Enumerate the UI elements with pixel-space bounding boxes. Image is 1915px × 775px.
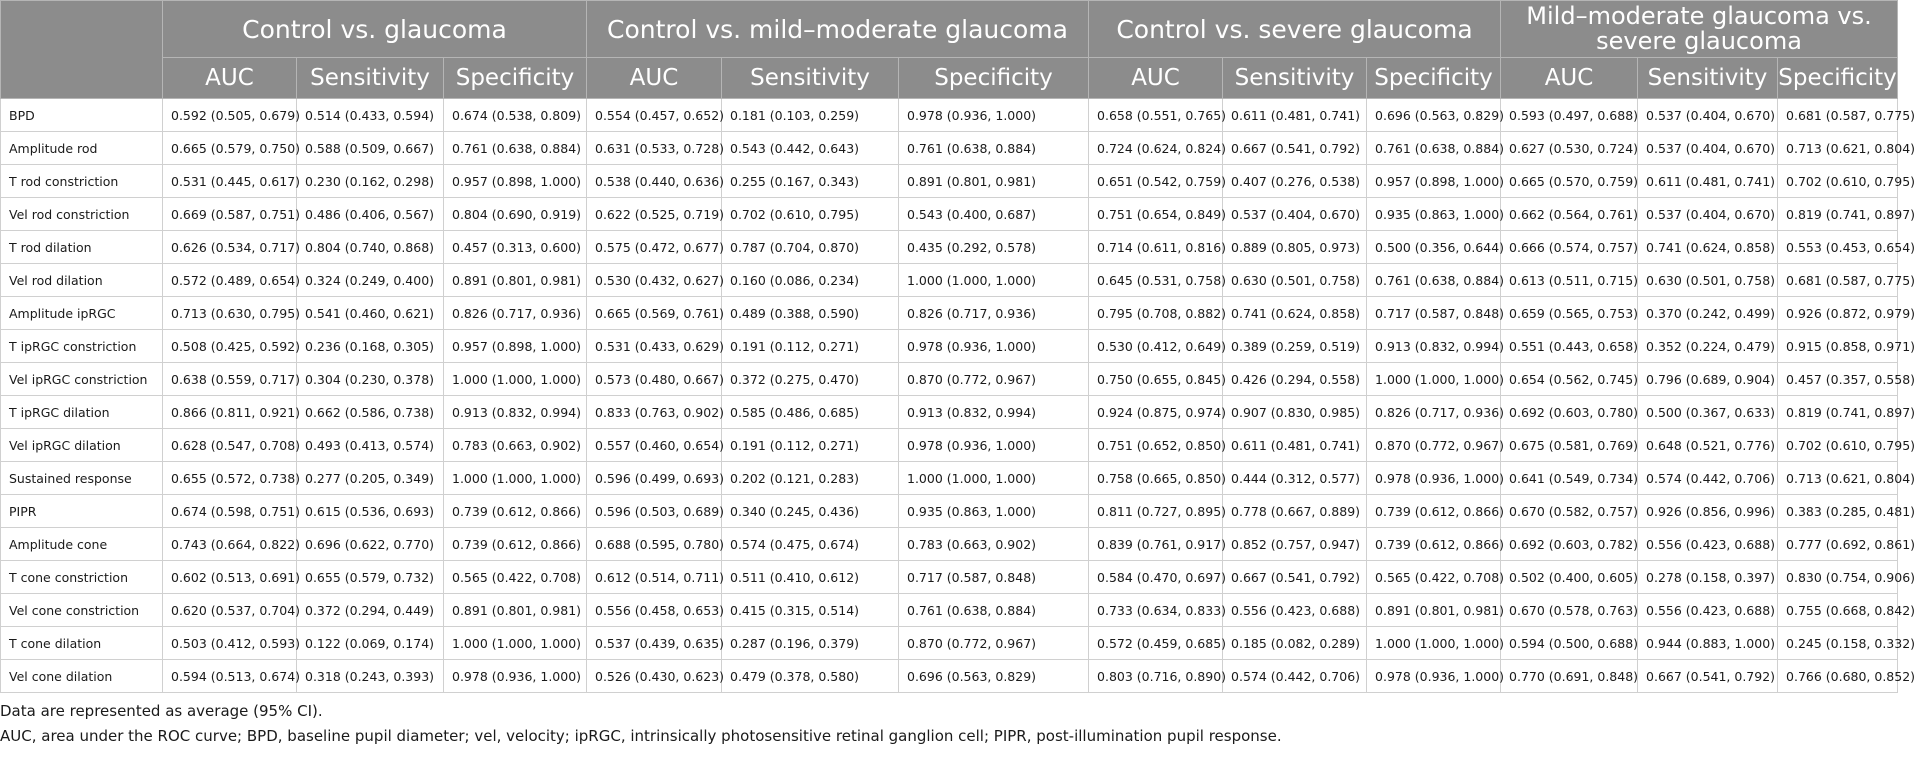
- row-label: Amplitude cone: [1, 528, 163, 561]
- table-cell: 0.574 (0.442, 0.706): [1638, 462, 1778, 495]
- table-cell: 0.611 (0.481, 0.741): [1223, 99, 1367, 132]
- table-cell: 0.537 (0.439, 0.635): [587, 627, 722, 660]
- subheader-auc: AUC: [1501, 58, 1638, 99]
- table-cell: 0.538 (0.440, 0.636): [587, 165, 722, 198]
- subheader-sensitivity: Sensitivity: [722, 58, 899, 99]
- row-label: T rod dilation: [1, 231, 163, 264]
- table-cell: 0.667 (0.541, 0.792): [1223, 132, 1367, 165]
- table-cell: 0.352 (0.224, 0.479): [1638, 330, 1778, 363]
- table-cell: 0.870 (0.772, 0.967): [1367, 429, 1501, 462]
- table-cell: 0.866 (0.811, 0.921): [163, 396, 297, 429]
- table-footnotes: [0, 693, 1897, 749]
- row-label: T cone constriction: [1, 561, 163, 594]
- table-cell: 0.783 (0.663, 0.902): [444, 429, 587, 462]
- table-cell: 0.630 (0.501, 0.758): [1223, 264, 1367, 297]
- table-cell: 0.924 (0.875, 0.974): [1089, 396, 1223, 429]
- table-cell: 0.891 (0.801, 0.981): [444, 264, 587, 297]
- table-cell: 0.553 (0.453, 0.654): [1778, 231, 1898, 264]
- table-cell: 0.702 (0.610, 0.795): [1778, 165, 1898, 198]
- table-cell: 0.717 (0.587, 0.848): [899, 561, 1089, 594]
- table-cell: 0.670 (0.582, 0.757): [1501, 495, 1638, 528]
- table-cell: 0.584 (0.470, 0.697): [1089, 561, 1223, 594]
- table-cell: 0.486 (0.406, 0.567): [297, 198, 444, 231]
- table-row: [1, 462, 1898, 495]
- table-cell: 0.692 (0.603, 0.782): [1501, 528, 1638, 561]
- row-label: Vel rod constriction: [1, 198, 163, 231]
- table-cell: 0.889 (0.805, 0.973): [1223, 231, 1367, 264]
- subheader-sensitivity: Sensitivity: [1223, 58, 1367, 99]
- table-cell: 0.978 (0.936, 1.000): [899, 99, 1089, 132]
- table-row: [1, 330, 1898, 363]
- table-row: [1, 627, 1898, 660]
- table-cell: 0.511 (0.410, 0.612): [722, 561, 899, 594]
- table-cell: 0.594 (0.500, 0.688): [1501, 627, 1638, 660]
- table-cell: 0.739 (0.612, 0.866): [444, 495, 587, 528]
- row-label: Amplitude ipRGC: [1, 297, 163, 330]
- table-cell: 0.739 (0.612, 0.866): [1367, 528, 1501, 561]
- table-cell: 0.739 (0.612, 0.866): [1367, 495, 1501, 528]
- table-cell: 0.565 (0.422, 0.708): [1367, 561, 1501, 594]
- table-cell: 0.830 (0.754, 0.906): [1778, 561, 1898, 594]
- table-cell: 0.665 (0.569, 0.761): [587, 297, 722, 330]
- table-cell: 0.556 (0.423, 0.688): [1223, 594, 1367, 627]
- row-label: Vel cone constriction: [1, 594, 163, 627]
- table-cell: 0.370 (0.242, 0.499): [1638, 297, 1778, 330]
- row-label: Vel ipRGC dilation: [1, 429, 163, 462]
- table-cell: 0.702 (0.610, 0.795): [722, 198, 899, 231]
- table-cell: 1.000 (1.000, 1.000): [1367, 627, 1501, 660]
- table-cell: 0.557 (0.460, 0.654): [587, 429, 722, 462]
- table-cell: 0.565 (0.422, 0.708): [444, 561, 587, 594]
- table-cell: 0.620 (0.537, 0.704): [163, 594, 297, 627]
- table-cell: 0.819 (0.741, 0.897): [1778, 396, 1898, 429]
- table-cell: 0.503 (0.412, 0.593): [163, 627, 297, 660]
- table-cell: 0.554 (0.457, 0.652): [587, 99, 722, 132]
- table-cell: 0.641 (0.549, 0.734): [1501, 462, 1638, 495]
- table-cell: 0.615 (0.536, 0.693): [297, 495, 444, 528]
- table-cell: 0.537 (0.404, 0.670): [1638, 198, 1778, 231]
- table-cell: 1.000 (1.000, 1.000): [444, 363, 587, 396]
- table-cell: 1.000 (1.000, 1.000): [899, 264, 1089, 297]
- table-cell: 0.543 (0.400, 0.687): [899, 198, 1089, 231]
- table-row: [1, 429, 1898, 462]
- table-cell: 0.592 (0.505, 0.679): [163, 99, 297, 132]
- table-cell: 0.714 (0.611, 0.816): [1089, 231, 1223, 264]
- row-label: T cone dilation: [1, 627, 163, 660]
- table-cell: 0.761 (0.638, 0.884): [1367, 264, 1501, 297]
- table-cell: 0.804 (0.740, 0.868): [297, 231, 444, 264]
- table-cell: 0.778 (0.667, 0.889): [1223, 495, 1367, 528]
- table-row: [1, 165, 1898, 198]
- table-cell: 0.628 (0.547, 0.708): [163, 429, 297, 462]
- table-cell: 0.826 (0.717, 0.936): [1367, 396, 1501, 429]
- table-cell: 1.000 (1.000, 1.000): [444, 462, 587, 495]
- table-cell: 0.537 (0.404, 0.670): [1638, 132, 1778, 165]
- row-label: Sustained response: [1, 462, 163, 495]
- footnote-abbreviations: AUC, area under the ROC curve; BPD, baseline pupil diameter; vel, velocity; ipRGC, intrinsically photosensitive retinal ganglion cell; PIPR, post-illumination pupil response.: [0, 727, 1282, 745]
- table-cell: 0.978 (0.936, 1.000): [444, 660, 587, 693]
- table-cell: 0.978 (0.936, 1.000): [899, 330, 1089, 363]
- table-cell: 0.655 (0.579, 0.732): [297, 561, 444, 594]
- table-cell: 0.612 (0.514, 0.711): [587, 561, 722, 594]
- table-cell: 0.415 (0.315, 0.514): [722, 594, 899, 627]
- table-cell: 0.670 (0.578, 0.763): [1501, 594, 1638, 627]
- table-row: [1, 99, 1898, 132]
- table-cell: 0.733 (0.634, 0.833): [1089, 594, 1223, 627]
- table-cell: 0.122 (0.069, 0.174): [297, 627, 444, 660]
- row-label: Vel cone dilation: [1, 660, 163, 693]
- table-cell: 0.611 (0.481, 0.741): [1638, 165, 1778, 198]
- table-cell: 0.230 (0.162, 0.298): [297, 165, 444, 198]
- table-row: [1, 495, 1898, 528]
- table-cell: 0.870 (0.772, 0.967): [899, 627, 1089, 660]
- table-cell: 0.575 (0.472, 0.677): [587, 231, 722, 264]
- table-cell: 0.596 (0.499, 0.693): [587, 462, 722, 495]
- table-cell: 0.761 (0.638, 0.884): [899, 132, 1089, 165]
- table-cell: 0.770 (0.691, 0.848): [1501, 660, 1638, 693]
- subheader-specificity: Specificity: [1778, 58, 1898, 99]
- table-cell: 0.541 (0.460, 0.621): [297, 297, 444, 330]
- table-cell: 0.751 (0.654, 0.849): [1089, 198, 1223, 231]
- table-cell: 0.543 (0.442, 0.643): [722, 132, 899, 165]
- row-label: T ipRGC dilation: [1, 396, 163, 429]
- table-cell: 0.702 (0.610, 0.795): [1778, 429, 1898, 462]
- table-cell: 0.630 (0.501, 0.758): [1638, 264, 1778, 297]
- table-row: [1, 561, 1898, 594]
- table-row: [1, 297, 1898, 330]
- table-cell: 0.750 (0.655, 0.845): [1089, 363, 1223, 396]
- table-cell: 0.681 (0.587, 0.775): [1778, 99, 1898, 132]
- table-cell: 0.191 (0.112, 0.271): [722, 429, 899, 462]
- table-cell: 0.383 (0.285, 0.481): [1778, 495, 1898, 528]
- table-cell: 0.574 (0.442, 0.706): [1223, 660, 1367, 693]
- table-row: [1, 594, 1898, 627]
- table-cell: 0.766 (0.680, 0.852): [1778, 660, 1898, 693]
- table-cell: 0.833 (0.763, 0.902): [587, 396, 722, 429]
- subheader-specificity: Specificity: [1367, 58, 1501, 99]
- table-cell: 0.278 (0.158, 0.397): [1638, 561, 1778, 594]
- footnote-data-representation: Data are represented as average (95% CI).: [0, 702, 323, 720]
- subheader-auc: AUC: [1089, 58, 1223, 99]
- table-cell: 0.662 (0.586, 0.738): [297, 396, 444, 429]
- table-cell: 0.666 (0.574, 0.757): [1501, 231, 1638, 264]
- table-cell: 0.651 (0.542, 0.759): [1089, 165, 1223, 198]
- table-cell: 0.654 (0.562, 0.745): [1501, 363, 1638, 396]
- table-cell: 0.340 (0.245, 0.436): [722, 495, 899, 528]
- table-cell: 0.913 (0.832, 0.994): [444, 396, 587, 429]
- table-cell: 0.655 (0.572, 0.738): [163, 462, 297, 495]
- table-cell: 0.627 (0.530, 0.724): [1501, 132, 1638, 165]
- table-cell: 0.372 (0.294, 0.449): [297, 594, 444, 627]
- group-header-control-vs-severe: Control vs. severe glaucoma: [1089, 1, 1501, 58]
- table-cell: 0.713 (0.630, 0.795): [163, 297, 297, 330]
- corner-header-cell: [1, 1, 163, 99]
- table-cell: 0.761 (0.638, 0.884): [899, 594, 1089, 627]
- subheader-auc: AUC: [587, 58, 722, 99]
- group-header-control-vs-mild-moderate: Control vs. mild–moderate glaucoma: [587, 1, 1089, 58]
- table-cell: 0.674 (0.538, 0.809): [444, 99, 587, 132]
- table-cell: 0.665 (0.579, 0.750): [163, 132, 297, 165]
- table-cell: 0.530 (0.432, 0.627): [587, 264, 722, 297]
- table-row: [1, 363, 1898, 396]
- row-label: T ipRGC constriction: [1, 330, 163, 363]
- table-cell: 0.556 (0.458, 0.653): [587, 594, 722, 627]
- table-cell: 0.669 (0.587, 0.751): [163, 198, 297, 231]
- table-cell: 0.913 (0.832, 0.994): [1367, 330, 1501, 363]
- table-cell: 0.713 (0.621, 0.804): [1778, 462, 1898, 495]
- table-cell: 0.593 (0.497, 0.688): [1501, 99, 1638, 132]
- table-cell: 0.741 (0.624, 0.858): [1223, 297, 1367, 330]
- table-cell: 0.717 (0.587, 0.848): [1367, 297, 1501, 330]
- table-cell: 0.508 (0.425, 0.592): [163, 330, 297, 363]
- table-cell: 0.574 (0.475, 0.674): [722, 528, 899, 561]
- table-cell: 0.926 (0.872, 0.979): [1778, 297, 1898, 330]
- table-cell: 0.741 (0.624, 0.858): [1638, 231, 1778, 264]
- table-cell: 0.594 (0.513, 0.674): [163, 660, 297, 693]
- table-header: [1, 1, 1898, 99]
- subheader-auc: AUC: [163, 58, 297, 99]
- table-cell: 0.202 (0.121, 0.283): [722, 462, 899, 495]
- table-cell: 0.389 (0.259, 0.519): [1223, 330, 1367, 363]
- table-cell: 0.277 (0.205, 0.349): [297, 462, 444, 495]
- table-cell: 0.602 (0.513, 0.691): [163, 561, 297, 594]
- group-header-mild-moderate-vs-severe: Mild–moderate glaucoma vs. severe glaucoma: [1501, 1, 1898, 58]
- table-cell: 0.724 (0.624, 0.824): [1089, 132, 1223, 165]
- table-cell: 0.324 (0.249, 0.400): [297, 264, 444, 297]
- table-cell: 0.245 (0.158, 0.332): [1778, 627, 1898, 660]
- table-cell: 0.489 (0.388, 0.590): [722, 297, 899, 330]
- table-cell: 0.191 (0.112, 0.271): [722, 330, 899, 363]
- table-cell: 0.502 (0.400, 0.605): [1501, 561, 1638, 594]
- table-cell: 0.839 (0.761, 0.917): [1089, 528, 1223, 561]
- table-cell: 0.665 (0.570, 0.759): [1501, 165, 1638, 198]
- table-cell: 0.537 (0.404, 0.670): [1223, 198, 1367, 231]
- table-cell: 1.000 (1.000, 1.000): [899, 462, 1089, 495]
- table-cell: 0.739 (0.612, 0.866): [444, 528, 587, 561]
- table-cell: 0.551 (0.443, 0.658): [1501, 330, 1638, 363]
- table-cell: 0.318 (0.243, 0.393): [297, 660, 444, 693]
- table-cell: 0.957 (0.898, 1.000): [444, 165, 587, 198]
- table-cell: 0.255 (0.167, 0.343): [722, 165, 899, 198]
- table-cell: 0.530 (0.412, 0.649): [1089, 330, 1223, 363]
- table-cell: 0.626 (0.534, 0.717): [163, 231, 297, 264]
- table-cell: 0.978 (0.936, 1.000): [899, 429, 1089, 462]
- table-cell: 0.826 (0.717, 0.936): [444, 297, 587, 330]
- table-cell: 0.761 (0.638, 0.884): [444, 132, 587, 165]
- table-cell: 0.674 (0.598, 0.751): [163, 495, 297, 528]
- subheader-sensitivity: Sensitivity: [297, 58, 444, 99]
- table-cell: 1.000 (1.000, 1.000): [444, 627, 587, 660]
- table-cell: 0.596 (0.503, 0.689): [587, 495, 722, 528]
- table-cell: 0.572 (0.459, 0.685): [1089, 627, 1223, 660]
- table-cell: 0.713 (0.621, 0.804): [1778, 132, 1898, 165]
- table-cell: 0.667 (0.541, 0.792): [1223, 561, 1367, 594]
- table-cell: 0.531 (0.445, 0.617): [163, 165, 297, 198]
- table-cell: 1.000 (1.000, 1.000): [1367, 363, 1501, 396]
- table-row: [1, 396, 1898, 429]
- table-cell: 0.696 (0.622, 0.770): [297, 528, 444, 561]
- table-cell: 0.514 (0.433, 0.594): [297, 99, 444, 132]
- table-cell: 0.957 (0.898, 1.000): [1367, 165, 1501, 198]
- table-cell: 0.819 (0.741, 0.897): [1778, 198, 1898, 231]
- table-row: [1, 198, 1898, 231]
- table-cell: 0.935 (0.863, 1.000): [899, 495, 1089, 528]
- table-cell: 0.751 (0.652, 0.850): [1089, 429, 1223, 462]
- table-cell: 0.681 (0.587, 0.775): [1778, 264, 1898, 297]
- table-cell: 0.907 (0.830, 0.985): [1223, 396, 1367, 429]
- table-cell: 0.870 (0.772, 0.967): [899, 363, 1089, 396]
- table-cell: 0.692 (0.603, 0.780): [1501, 396, 1638, 429]
- table-cell: 0.696 (0.563, 0.829): [1367, 99, 1501, 132]
- table-cell: 0.804 (0.690, 0.919): [444, 198, 587, 231]
- table-cell: 0.658 (0.551, 0.765): [1089, 99, 1223, 132]
- table-row: [1, 231, 1898, 264]
- table-cell: 0.457 (0.313, 0.600): [444, 231, 587, 264]
- table-cell: 0.631 (0.533, 0.728): [587, 132, 722, 165]
- table-cell: 0.457 (0.357, 0.558): [1778, 363, 1898, 396]
- table-cell: 0.852 (0.757, 0.947): [1223, 528, 1367, 561]
- table-cell: 0.435 (0.292, 0.578): [899, 231, 1089, 264]
- table-cell: 0.891 (0.801, 0.981): [444, 594, 587, 627]
- table-cell: 0.787 (0.704, 0.870): [722, 231, 899, 264]
- subheader-specificity: Specificity: [444, 58, 587, 99]
- row-label: Amplitude rod: [1, 132, 163, 165]
- table-cell: 0.796 (0.689, 0.904): [1638, 363, 1778, 396]
- table-cell: 0.811 (0.727, 0.895): [1089, 495, 1223, 528]
- table-cell: 0.444 (0.312, 0.577): [1223, 462, 1367, 495]
- table-cell: 0.913 (0.832, 0.994): [899, 396, 1089, 429]
- table-cell: 0.648 (0.521, 0.776): [1638, 429, 1778, 462]
- table-cell: 0.926 (0.856, 0.996): [1638, 495, 1778, 528]
- table-cell: 0.667 (0.541, 0.792): [1638, 660, 1778, 693]
- table-cell: 0.795 (0.708, 0.882): [1089, 297, 1223, 330]
- table-cell: 0.675 (0.581, 0.769): [1501, 429, 1638, 462]
- table-cell: 0.761 (0.638, 0.884): [1367, 132, 1501, 165]
- table-cell: 0.493 (0.413, 0.574): [297, 429, 444, 462]
- row-label: Vel ipRGC constriction: [1, 363, 163, 396]
- table-cell: 0.372 (0.275, 0.470): [722, 363, 899, 396]
- table-cell: 0.236 (0.168, 0.305): [297, 330, 444, 363]
- group-header-row: [1, 1, 1898, 58]
- row-label: T rod constriction: [1, 165, 163, 198]
- table-cell: 0.803 (0.716, 0.890): [1089, 660, 1223, 693]
- table-cell: 0.978 (0.936, 1.000): [1367, 660, 1501, 693]
- table-cell: 0.537 (0.404, 0.670): [1638, 99, 1778, 132]
- table-cell: 0.585 (0.486, 0.685): [722, 396, 899, 429]
- table-cell: 0.500 (0.356, 0.644): [1367, 231, 1501, 264]
- table-row: [1, 660, 1898, 693]
- table-cell: 0.743 (0.664, 0.822): [163, 528, 297, 561]
- table-cell: 0.181 (0.103, 0.259): [722, 99, 899, 132]
- table-cell: 0.978 (0.936, 1.000): [1367, 462, 1501, 495]
- table-cell: 0.611 (0.481, 0.741): [1223, 429, 1367, 462]
- table-cell: 0.758 (0.665, 0.850): [1089, 462, 1223, 495]
- row-label: Vel rod dilation: [1, 264, 163, 297]
- table-cell: 0.479 (0.378, 0.580): [722, 660, 899, 693]
- table-cell: 0.287 (0.196, 0.379): [722, 627, 899, 660]
- group-header-control-vs-glaucoma: Control vs. glaucoma: [163, 1, 587, 58]
- table-cell: 0.185 (0.082, 0.289): [1223, 627, 1367, 660]
- table-cell: 0.645 (0.531, 0.758): [1089, 264, 1223, 297]
- table-cell: 0.944 (0.883, 1.000): [1638, 627, 1778, 660]
- table-cell: 0.304 (0.230, 0.378): [297, 363, 444, 396]
- table-cell: 0.160 (0.086, 0.234): [722, 264, 899, 297]
- table-row: [1, 132, 1898, 165]
- row-label: PIPR: [1, 495, 163, 528]
- subcolumn-header-row: [1, 58, 1898, 99]
- table-cell: 0.638 (0.559, 0.717): [163, 363, 297, 396]
- table-cell: 0.500 (0.367, 0.633): [1638, 396, 1778, 429]
- table-cell: 0.556 (0.423, 0.688): [1638, 528, 1778, 561]
- table-cell: 0.957 (0.898, 1.000): [444, 330, 587, 363]
- table-cell: 0.588 (0.509, 0.667): [297, 132, 444, 165]
- table-cell: 0.407 (0.276, 0.538): [1223, 165, 1367, 198]
- table-cell: 0.777 (0.692, 0.861): [1778, 528, 1898, 561]
- table-cell: 0.426 (0.294, 0.558): [1223, 363, 1367, 396]
- table-cell: 0.531 (0.433, 0.629): [587, 330, 722, 363]
- table-cell: 0.826 (0.717, 0.936): [899, 297, 1089, 330]
- row-label: BPD: [1, 99, 163, 132]
- table-cell: 0.572 (0.489, 0.654): [163, 264, 297, 297]
- table-cell: 0.556 (0.423, 0.688): [1638, 594, 1778, 627]
- table-cell: 0.783 (0.663, 0.902): [899, 528, 1089, 561]
- table-cell: 0.622 (0.525, 0.719): [587, 198, 722, 231]
- table-cell: 0.659 (0.565, 0.753): [1501, 297, 1638, 330]
- table-cell: 0.891 (0.801, 0.981): [899, 165, 1089, 198]
- table-cell: 0.755 (0.668, 0.842): [1778, 594, 1898, 627]
- table-cell: 0.526 (0.430, 0.623): [587, 660, 722, 693]
- subheader-specificity: Specificity: [899, 58, 1089, 99]
- table-row: [1, 528, 1898, 561]
- table-cell: 0.891 (0.801, 0.981): [1367, 594, 1501, 627]
- table-cell: 0.613 (0.511, 0.715): [1501, 264, 1638, 297]
- table-cell: 0.688 (0.595, 0.780): [587, 528, 722, 561]
- table-cell: 0.573 (0.480, 0.667): [587, 363, 722, 396]
- table-body: [1, 99, 1915, 693]
- table-cell: 0.662 (0.564, 0.761): [1501, 198, 1638, 231]
- table-cell: 0.935 (0.863, 1.000): [1367, 198, 1501, 231]
- table-cell: 0.915 (0.858, 0.971): [1778, 330, 1898, 363]
- table-row: [1, 264, 1898, 297]
- subheader-sensitivity: Sensitivity: [1638, 58, 1778, 99]
- table-cell: 0.696 (0.563, 0.829): [899, 660, 1089, 693]
